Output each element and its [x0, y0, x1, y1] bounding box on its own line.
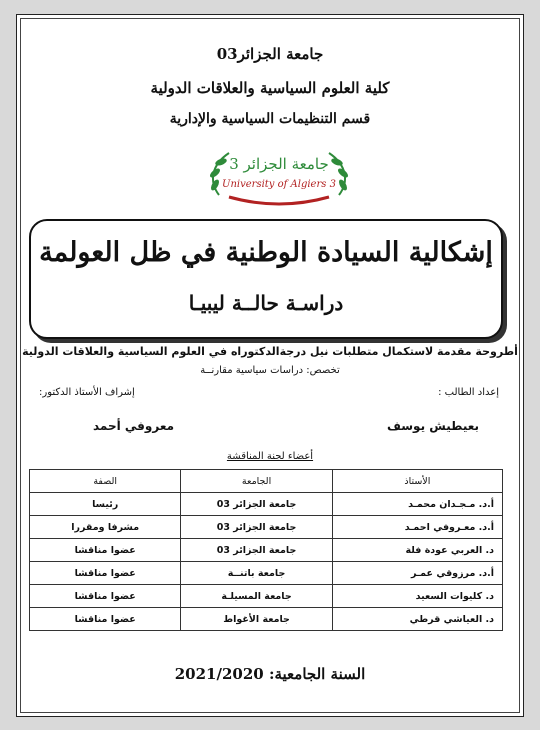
member-role: عضوا مناقشا	[30, 608, 181, 631]
member-university: جامعة المسيلـة	[181, 585, 332, 608]
member-name: د. العياشي قرطي	[332, 608, 502, 631]
table-row	[30, 562, 503, 585]
header-university: الجامعة	[181, 470, 332, 493]
table-header-row	[30, 470, 503, 493]
table-row	[30, 608, 503, 631]
member-name: أ.د. مرزوقي عمـر	[332, 562, 502, 585]
logo-latin-text: University of Algiers 3	[222, 179, 336, 190]
specialization: تخصص: دراسات سياسية مقارنــة	[200, 365, 340, 376]
member-university: جامعة الجزائر 03	[181, 516, 332, 539]
table-row	[30, 493, 503, 516]
logo-arabic-text: جامعة الجزائر 3	[229, 155, 329, 173]
committee-title: أعضاء لجنة المناقشة	[226, 451, 314, 462]
member-role: عضوا مناقشا	[30, 562, 181, 585]
table-row	[30, 539, 503, 562]
faculty-name: كلية العلوم السياسية والعلاقات الدولية	[150, 79, 390, 97]
thesis-subtitle: دراسـة حالــة ليبيـا	[188, 291, 344, 315]
document-page	[16, 14, 524, 717]
member-university: جامعة الأغواط	[181, 608, 332, 631]
member-role: عضوا مناقشا	[30, 539, 181, 562]
member-university: جامعة الجزائر 03	[181, 539, 332, 562]
title-box	[29, 219, 503, 339]
supervisor-label: إشراف الأستاذ الدكتور:	[39, 387, 135, 398]
table-row	[30, 516, 503, 539]
university-name: جامعة الجزائر03	[216, 45, 324, 63]
member-role: عضوا مناقشا	[30, 585, 181, 608]
member-name: أ.د. مـجـدان محمـد	[332, 493, 502, 516]
member-name: د. العربي عودة فلة	[332, 539, 502, 562]
header-role: الصفة	[30, 470, 181, 493]
supervisor-name: معروفي أحمد	[93, 419, 175, 433]
student-name: بعيطيش يوسف	[386, 419, 479, 433]
thesis-title: إشكالية السيادة الوطنية في ظل العولمة	[39, 237, 493, 268]
department-name: قسم التنظيمات السياسية والإدارية	[169, 111, 371, 127]
jury-table	[29, 469, 503, 631]
member-role: رئيسا	[30, 493, 181, 516]
prepared-by-label: إعداد الطالب :	[438, 387, 499, 398]
university-logo	[199, 137, 359, 215]
member-name: د. كليوات السعيد	[332, 585, 502, 608]
header-professor: الأستاذ	[332, 470, 502, 493]
academic-year: السنة الجامعية: 2021/2020	[174, 665, 366, 683]
member-role: مشرفا ومقررا	[30, 516, 181, 539]
member-university: جامعة الجزائر 03	[181, 493, 332, 516]
page-inner-border	[20, 18, 520, 713]
member-name: أ.د. معـروفي احمـد	[332, 516, 502, 539]
member-university: جامعة باتنــة	[181, 562, 332, 585]
table-row	[30, 585, 503, 608]
thesis-statement: أطروحة مقدمة لاستكمال متطلبات نيل درجةالدكتوراه في العلوم السياسية والعلاقات الدولية	[22, 345, 518, 358]
